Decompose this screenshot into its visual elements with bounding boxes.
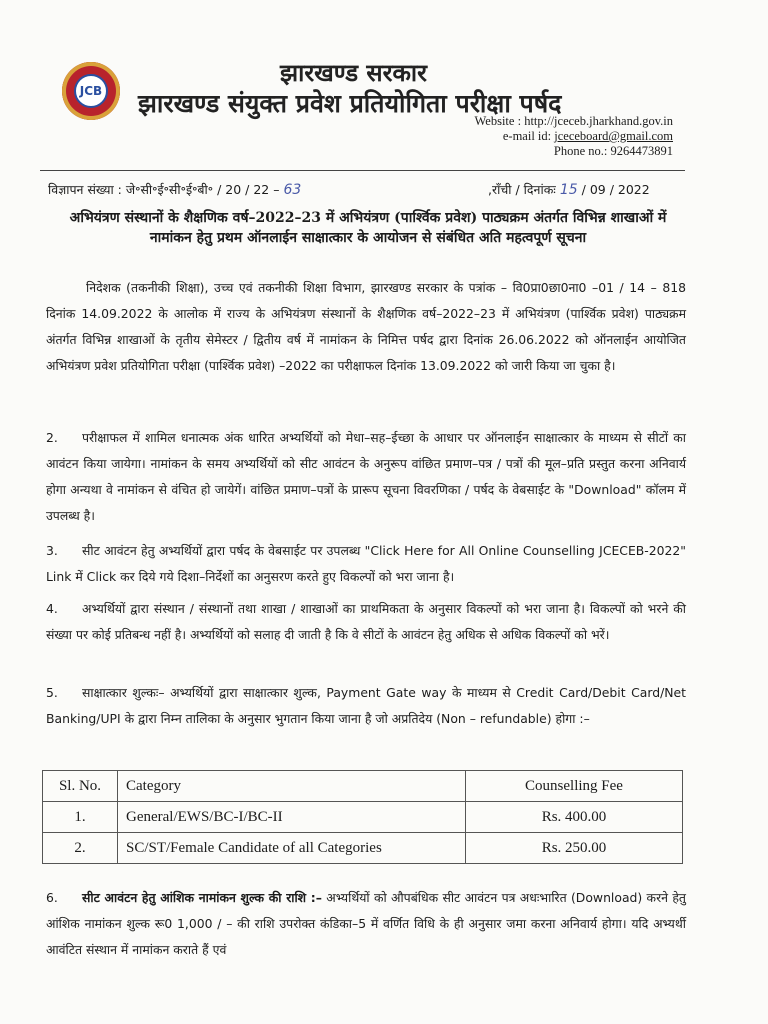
cell-fee: Rs. 250.00	[466, 833, 683, 864]
header-sl-no: Sl. No.	[43, 771, 118, 802]
paragraph-number: 3.	[46, 543, 58, 558]
paragraph-number: 2.	[46, 430, 58, 445]
phone-line: Phone no.: 9264473891	[553, 144, 673, 158]
logo-emblem: JCB	[74, 74, 108, 108]
table-header-row	[43, 771, 683, 802]
email-line: e-mail id: jceceboard@gmail.com	[502, 129, 673, 143]
cell-sl-no: 1.	[43, 802, 118, 833]
header-divider	[40, 170, 685, 171]
website-line: Website : http://jceceb.jharkhand.gov.in	[474, 114, 673, 128]
board-title: झारखण्ड संयुक्त प्रवेश प्रतियोगिता परीक्षा पर्षद	[138, 89, 562, 118]
handwritten-ref-number: 63	[283, 182, 302, 198]
notice-subject: अभियंत्रण संस्थानों के शैक्षणिक वर्ष–2022–23 में अभियंत्रण (पार्श्विक प्रवेश) पाठ्यक्रम अंतर्गत विभिन्न शाखाओं में नामांकन हेतु प्रथम ऑनलाईन साक्षात्कार के आयोजन से संबंधित अति महत्वपूर्ण सूचना	[69, 210, 667, 246]
cell-category: SC/ST/Female Candidate of all Categories	[118, 833, 466, 864]
cell-fee: Rs. 400.00	[466, 802, 683, 833]
header-counselling-fee: Counselling Fee	[466, 771, 683, 802]
email-link[interactable]: jceceboard@gmail.com	[554, 129, 673, 143]
government-title: झारखण्ड सरकार	[280, 58, 427, 87]
cell-sl-no: 2.	[43, 833, 118, 864]
table-row	[43, 802, 683, 833]
paragraph-6-heading: सीट आवंटन हेतु आंशिक नामांकन शुल्क की राशि :–	[82, 890, 322, 905]
paragraph-4: 4. अभ्यर्थियों द्वारा संस्थान / संस्थानों तथा शाखा / शाखाओं का प्राथमिकता के अनुसार विकल्पों को भरा जाना है। विकल्पों को भरने की संख्या पर कोई प्रतिबन्ध नहीं है। अभ्यर्थियों को सलाह दी जाती है कि वे सीटों के आवंटन हेतु अधिक से अधिक विकल्पों को भरें।	[46, 596, 686, 648]
contact-block	[475, 114, 674, 159]
paragraph-2: 2. परीक्षाफल में शामिल धनात्मक अंक धारित अभ्यर्थियों को मेधा–सह–ईच्छा के आधार पर ऑनलाईन साक्षात्कार के माध्यम से सीटों का आवंटन किया जायेगा। नामांकन के समय अभ्यर्थियों को सीट आवंटन के अनुरूप वांछित प्रमाण–पत्र / पत्रों की मूल–प्रति प्रस्तुत करना अनिवार्य होगा अन्यथा वे नामांकन से वंचित हो जायेगें। वांछित प्रमाण–पत्रों के प्रारूप सूचना विवरणिका / पर्षद के वेबसाईट के "Download" कॉलम में उपलब्ध है।	[46, 425, 686, 529]
reference-number: विज्ञापन संख्या : जे॰सी॰ई॰सी॰ई॰बी॰ / 20 / 22 – 63	[48, 182, 302, 198]
header-category: Category	[118, 771, 466, 802]
notice-date: ,राँची / दिनांकः 15 / 09 / 2022	[488, 182, 650, 198]
paragraph-1: निदेशक (तकनीकी शिक्षा), उच्च एवं तकनीकी शिक्षा विभाग, झारखण्ड सरकार के पत्रांक – वि0प्रा0छा0ना0 –01 / 14 – 818 दिनांक 14.09.2022 के आलोक में राज्य के अभियंत्रण संस्थानों के शैक्षणिक वर्ष–2022–23 में अभियंत्रण (पार्श्विक प्रवेश) पाठ्यक्रम अंतर्गत विभिन्न शाखाओं के तृतीय सेमेस्टर / द्वितीय वर्ष में नामांकन के निमित्त पर्षद द्वारा दिनांक 26.06.2022 को ऑनलाईन आयोजित अभियंत्रण प्रवेश प्रतियोगिता परीक्षा (पार्श्विक प्रवेश) –2022 का परीक्षाफल दिनांक 13.09.2022 को जारी किया जा चुका है।	[46, 280, 686, 373]
paragraph-number: 5.	[46, 685, 58, 700]
counselling-fee-table	[42, 770, 683, 864]
table-row	[43, 833, 683, 864]
paragraph-3: 3. सीट आवंटन हेतु अभ्यर्थियों द्वारा पर्षद के वेबसाईट पर उपलब्ध "Click Here for All Online Counselling JCECEB-2022" Link में Click कर दिये गये दिशा–निर्देशों का अनुसरण करते हुए विकल्पों को भरा जाना है।	[46, 538, 686, 590]
paragraph-number: 6.	[46, 890, 58, 905]
jceceb-logo	[62, 62, 120, 120]
cell-category: General/EWS/BC-I/BC-II	[118, 802, 466, 833]
paragraph-5: 5. साक्षात्कार शुल्कः– अभ्यर्थियों द्वारा साक्षात्कार शुल्क, Payment Gate way के माध्यम से Credit Card/Debit Card/Net Banking/UPI के द्वारा निम्न तालिका के अनुसार भुगतान किया जाना है जो अप्रतिदेय (Non – refundable) होगा :–	[46, 680, 686, 732]
handwritten-date-day: 15	[559, 182, 578, 198]
paragraph-number: 4.	[46, 601, 58, 616]
paragraph-6: 6. सीट आवंटन हेतु आंशिक नामांकन शुल्क की राशि :– अभ्यर्थियों को औपबंधिक सीट आवंटन पत्र अधःभारित (Download) करने हेतु आंशिक नामांकन शुल्क रू0 1,000 / – की राशि उपरोक्त कंडिका–5 में वर्णित विधि के ही अनुसार जमा करना अनिवार्य होगा। यदि अभ्यर्थी आवंटित संस्थान में नामांकन कराते हैं एवं	[46, 885, 686, 963]
website-link[interactable]: http://jceceb.jharkhand.gov.in	[524, 114, 673, 128]
